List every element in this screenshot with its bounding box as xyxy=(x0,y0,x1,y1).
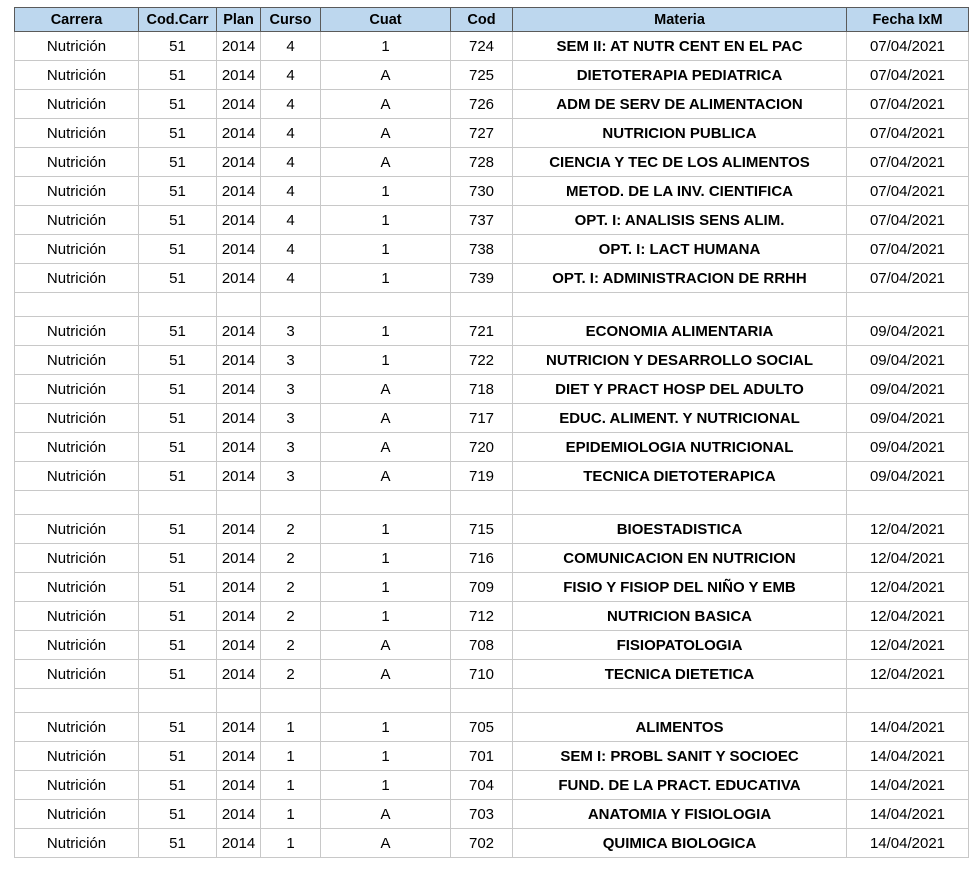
empty-cell xyxy=(139,689,217,713)
cell-curso: 2 xyxy=(261,573,321,602)
cell-fecha: 07/04/2021 xyxy=(847,90,969,119)
table-row xyxy=(15,404,969,433)
cell-cod: 728 xyxy=(451,148,513,177)
cell-cod-carr: 51 xyxy=(139,346,217,375)
header-cuat: Cuat xyxy=(321,8,451,32)
cell-plan: 2014 xyxy=(217,573,261,602)
cell-fecha: 07/04/2021 xyxy=(847,206,969,235)
cell-plan: 2014 xyxy=(217,660,261,689)
cell-cuat: A xyxy=(321,148,451,177)
cell-cuat: A xyxy=(321,119,451,148)
empty-cell xyxy=(15,293,139,317)
cell-materia: METOD. DE LA INV. CIENTIFICA xyxy=(513,177,847,206)
cell-materia: FUND. DE LA PRACT. EDUCATIVA xyxy=(513,771,847,800)
exam-schedule-table xyxy=(14,7,969,858)
empty-cell xyxy=(217,491,261,515)
cell-cuat: A xyxy=(321,660,451,689)
cell-materia: CIENCIA Y TEC DE LOS ALIMENTOS xyxy=(513,148,847,177)
cell-cod: 726 xyxy=(451,90,513,119)
header-curso: Curso xyxy=(261,8,321,32)
cell-cuat: 1 xyxy=(321,206,451,235)
cell-materia: FISIOPATOLOGIA xyxy=(513,631,847,660)
cell-fecha: 14/04/2021 xyxy=(847,771,969,800)
table-row xyxy=(15,264,969,293)
cell-plan: 2014 xyxy=(217,375,261,404)
cell-fecha: 07/04/2021 xyxy=(847,235,969,264)
cell-materia: EDUC. ALIMENT. Y NUTRICIONAL xyxy=(513,404,847,433)
cell-cod: 737 xyxy=(451,206,513,235)
cell-curso: 3 xyxy=(261,462,321,491)
cell-curso: 3 xyxy=(261,375,321,404)
cell-cuat: 1 xyxy=(321,264,451,293)
cell-cuat: A xyxy=(321,800,451,829)
header-row xyxy=(15,8,969,32)
cell-curso: 3 xyxy=(261,346,321,375)
cell-curso: 4 xyxy=(261,177,321,206)
cell-plan: 2014 xyxy=(217,404,261,433)
cell-plan: 2014 xyxy=(217,515,261,544)
cell-cod-carr: 51 xyxy=(139,317,217,346)
cell-carrera: Nutrición xyxy=(15,61,139,90)
table-row xyxy=(15,742,969,771)
cell-cuat: A xyxy=(321,631,451,660)
cell-fecha: 07/04/2021 xyxy=(847,119,969,148)
cell-plan: 2014 xyxy=(217,90,261,119)
empty-cell xyxy=(513,689,847,713)
cell-curso: 3 xyxy=(261,433,321,462)
cell-cod: 721 xyxy=(451,317,513,346)
cell-curso: 2 xyxy=(261,660,321,689)
cell-cuat: 1 xyxy=(321,742,451,771)
empty-cell xyxy=(847,293,969,317)
cell-cod-carr: 51 xyxy=(139,404,217,433)
cell-cuat: 1 xyxy=(321,177,451,206)
cell-materia: QUIMICA BIOLOGICA xyxy=(513,829,847,858)
empty-cell xyxy=(261,689,321,713)
cell-plan: 2014 xyxy=(217,235,261,264)
cell-fecha: 09/04/2021 xyxy=(847,404,969,433)
cell-fecha: 12/04/2021 xyxy=(847,602,969,631)
cell-fecha: 07/04/2021 xyxy=(847,177,969,206)
cell-materia: EPIDEMIOLOGIA NUTRICIONAL xyxy=(513,433,847,462)
cell-cod: 719 xyxy=(451,462,513,491)
table-row xyxy=(15,433,969,462)
header-plan: Plan xyxy=(217,8,261,32)
cell-cod: 718 xyxy=(451,375,513,404)
cell-cuat: A xyxy=(321,433,451,462)
cell-curso: 2 xyxy=(261,631,321,660)
cell-cod-carr: 51 xyxy=(139,119,217,148)
header-cod: Cod xyxy=(451,8,513,32)
cell-plan: 2014 xyxy=(217,433,261,462)
cell-cod-carr: 51 xyxy=(139,660,217,689)
empty-cell xyxy=(15,491,139,515)
cell-plan: 2014 xyxy=(217,602,261,631)
cell-curso: 1 xyxy=(261,742,321,771)
cell-cuat: 1 xyxy=(321,346,451,375)
cell-fecha: 12/04/2021 xyxy=(847,660,969,689)
cell-cod-carr: 51 xyxy=(139,375,217,404)
cell-carrera: Nutrición xyxy=(15,148,139,177)
cell-carrera: Nutrición xyxy=(15,660,139,689)
cell-cuat: A xyxy=(321,829,451,858)
cell-fecha: 14/04/2021 xyxy=(847,713,969,742)
header-carrera: Carrera xyxy=(15,8,139,32)
cell-cod-carr: 51 xyxy=(139,602,217,631)
cell-plan: 2014 xyxy=(217,32,261,61)
cell-cod: 724 xyxy=(451,32,513,61)
cell-cod: 702 xyxy=(451,829,513,858)
cell-fecha: 09/04/2021 xyxy=(847,317,969,346)
empty-cell xyxy=(261,293,321,317)
cell-curso: 3 xyxy=(261,404,321,433)
table-row xyxy=(15,375,969,404)
cell-cuat: 1 xyxy=(321,235,451,264)
table-row xyxy=(15,206,969,235)
table-row xyxy=(15,61,969,90)
cell-cod-carr: 51 xyxy=(139,771,217,800)
cell-curso: 4 xyxy=(261,32,321,61)
cell-cod: 701 xyxy=(451,742,513,771)
table-row xyxy=(15,317,969,346)
cell-materia: DIET Y PRACT HOSP DEL ADULTO xyxy=(513,375,847,404)
cell-fecha: 14/04/2021 xyxy=(847,829,969,858)
cell-cuat: A xyxy=(321,404,451,433)
cell-fecha: 12/04/2021 xyxy=(847,544,969,573)
cell-fecha: 07/04/2021 xyxy=(847,32,969,61)
cell-fecha: 14/04/2021 xyxy=(847,800,969,829)
cell-plan: 2014 xyxy=(217,462,261,491)
cell-curso: 4 xyxy=(261,235,321,264)
cell-fecha: 09/04/2021 xyxy=(847,433,969,462)
spacer-row xyxy=(15,491,969,515)
empty-cell xyxy=(217,689,261,713)
cell-cuat: 1 xyxy=(321,771,451,800)
table-body xyxy=(15,32,969,858)
cell-cod-carr: 51 xyxy=(139,713,217,742)
cell-cod-carr: 51 xyxy=(139,631,217,660)
empty-cell xyxy=(321,689,451,713)
cell-carrera: Nutrición xyxy=(15,713,139,742)
table-row xyxy=(15,829,969,858)
cell-carrera: Nutrición xyxy=(15,800,139,829)
empty-cell xyxy=(261,491,321,515)
cell-carrera: Nutrición xyxy=(15,462,139,491)
cell-cod-carr: 51 xyxy=(139,264,217,293)
cell-cod-carr: 51 xyxy=(139,462,217,491)
empty-cell xyxy=(513,491,847,515)
empty-cell xyxy=(139,293,217,317)
cell-plan: 2014 xyxy=(217,800,261,829)
cell-cuat: A xyxy=(321,90,451,119)
table-row xyxy=(15,544,969,573)
cell-fecha: 09/04/2021 xyxy=(847,346,969,375)
cell-carrera: Nutrición xyxy=(15,317,139,346)
cell-cod: 738 xyxy=(451,235,513,264)
cell-cod-carr: 51 xyxy=(139,32,217,61)
cell-cod: 722 xyxy=(451,346,513,375)
cell-cod-carr: 51 xyxy=(139,206,217,235)
cell-cod: 727 xyxy=(451,119,513,148)
cell-carrera: Nutrición xyxy=(15,573,139,602)
table-row xyxy=(15,515,969,544)
empty-cell xyxy=(217,293,261,317)
cell-carrera: Nutrición xyxy=(15,433,139,462)
cell-cuat: 1 xyxy=(321,602,451,631)
cell-plan: 2014 xyxy=(217,631,261,660)
cell-fecha: 07/04/2021 xyxy=(847,148,969,177)
cell-cuat: 1 xyxy=(321,515,451,544)
cell-cod: 705 xyxy=(451,713,513,742)
cell-curso: 3 xyxy=(261,317,321,346)
cell-curso: 4 xyxy=(261,61,321,90)
cell-materia: SEM II: AT NUTR CENT EN EL PAC xyxy=(513,32,847,61)
cell-carrera: Nutrición xyxy=(15,346,139,375)
cell-cod-carr: 51 xyxy=(139,544,217,573)
cell-plan: 2014 xyxy=(217,61,261,90)
cell-carrera: Nutrición xyxy=(15,515,139,544)
cell-cod: 712 xyxy=(451,602,513,631)
empty-cell xyxy=(451,689,513,713)
cell-carrera: Nutrición xyxy=(15,829,139,858)
spacer-row xyxy=(15,293,969,317)
cell-cod: 709 xyxy=(451,573,513,602)
cell-fecha: 12/04/2021 xyxy=(847,573,969,602)
cell-carrera: Nutrición xyxy=(15,264,139,293)
cell-fecha: 09/04/2021 xyxy=(847,462,969,491)
cell-fecha: 12/04/2021 xyxy=(847,631,969,660)
cell-cod-carr: 51 xyxy=(139,235,217,264)
cell-carrera: Nutrición xyxy=(15,404,139,433)
cell-materia: COMUNICACION EN NUTRICION xyxy=(513,544,847,573)
cell-materia: NUTRICION BASICA xyxy=(513,602,847,631)
empty-cell xyxy=(451,491,513,515)
cell-cod-carr: 51 xyxy=(139,829,217,858)
empty-cell xyxy=(847,491,969,515)
cell-materia: TECNICA DIETETICA xyxy=(513,660,847,689)
cell-cod: 716 xyxy=(451,544,513,573)
table-row xyxy=(15,177,969,206)
empty-cell xyxy=(321,293,451,317)
cell-cod: 730 xyxy=(451,177,513,206)
cell-carrera: Nutrición xyxy=(15,119,139,148)
cell-materia: FISIO Y FISIOP DEL NIÑO Y EMB xyxy=(513,573,847,602)
cell-plan: 2014 xyxy=(217,177,261,206)
cell-materia: DIETOTERAPIA PEDIATRICA xyxy=(513,61,847,90)
empty-cell xyxy=(451,293,513,317)
table-row xyxy=(15,602,969,631)
cell-fecha: 14/04/2021 xyxy=(847,742,969,771)
table-row xyxy=(15,462,969,491)
cell-curso: 1 xyxy=(261,800,321,829)
cell-materia: TECNICA DIETOTERAPICA xyxy=(513,462,847,491)
table-row xyxy=(15,32,969,61)
cell-cod-carr: 51 xyxy=(139,148,217,177)
cell-plan: 2014 xyxy=(217,829,261,858)
cell-cod-carr: 51 xyxy=(139,61,217,90)
cell-cod-carr: 51 xyxy=(139,90,217,119)
cell-materia: OPT. I: ADMINISTRACION DE RRHH xyxy=(513,264,847,293)
cell-carrera: Nutrición xyxy=(15,631,139,660)
cell-cod-carr: 51 xyxy=(139,573,217,602)
cell-carrera: Nutrición xyxy=(15,235,139,264)
header-fecha: Fecha IxM xyxy=(847,8,969,32)
header-cod-carr: Cod.Carr xyxy=(139,8,217,32)
cell-cod: 715 xyxy=(451,515,513,544)
cell-plan: 2014 xyxy=(217,544,261,573)
table-row xyxy=(15,119,969,148)
cell-plan: 2014 xyxy=(217,346,261,375)
cell-curso: 4 xyxy=(261,148,321,177)
table-row xyxy=(15,713,969,742)
cell-cod-carr: 51 xyxy=(139,800,217,829)
cell-materia: ADM DE SERV DE ALIMENTACION xyxy=(513,90,847,119)
cell-plan: 2014 xyxy=(217,119,261,148)
cell-plan: 2014 xyxy=(217,713,261,742)
table-row xyxy=(15,573,969,602)
cell-cuat: A xyxy=(321,462,451,491)
cell-cuat: A xyxy=(321,61,451,90)
cell-fecha: 07/04/2021 xyxy=(847,61,969,90)
cell-plan: 2014 xyxy=(217,264,261,293)
cell-plan: 2014 xyxy=(217,206,261,235)
cell-carrera: Nutrición xyxy=(15,544,139,573)
cell-curso: 4 xyxy=(261,119,321,148)
empty-cell xyxy=(321,491,451,515)
cell-fecha: 07/04/2021 xyxy=(847,264,969,293)
cell-cod: 710 xyxy=(451,660,513,689)
cell-curso: 1 xyxy=(261,771,321,800)
cell-cod: 717 xyxy=(451,404,513,433)
cell-curso: 4 xyxy=(261,90,321,119)
cell-cuat: 1 xyxy=(321,573,451,602)
table-row xyxy=(15,800,969,829)
cell-cuat: 1 xyxy=(321,32,451,61)
table-row xyxy=(15,90,969,119)
cell-curso: 2 xyxy=(261,544,321,573)
cell-materia: ALIMENTOS xyxy=(513,713,847,742)
cell-cod: 704 xyxy=(451,771,513,800)
table-row xyxy=(15,660,969,689)
cell-cod: 703 xyxy=(451,800,513,829)
cell-materia: ECONOMIA ALIMENTARIA xyxy=(513,317,847,346)
cell-carrera: Nutrición xyxy=(15,602,139,631)
table-row xyxy=(15,148,969,177)
empty-cell xyxy=(139,491,217,515)
cell-curso: 4 xyxy=(261,264,321,293)
empty-cell xyxy=(847,689,969,713)
cell-cod-carr: 51 xyxy=(139,742,217,771)
cell-carrera: Nutrición xyxy=(15,206,139,235)
table-row xyxy=(15,346,969,375)
cell-cod: 725 xyxy=(451,61,513,90)
cell-cod: 708 xyxy=(451,631,513,660)
cell-cuat: 1 xyxy=(321,713,451,742)
table-row xyxy=(15,771,969,800)
cell-carrera: Nutrición xyxy=(15,32,139,61)
cell-curso: 1 xyxy=(261,829,321,858)
cell-curso: 1 xyxy=(261,713,321,742)
spacer-row xyxy=(15,689,969,713)
cell-cuat: 1 xyxy=(321,544,451,573)
cell-curso: 4 xyxy=(261,206,321,235)
table-row xyxy=(15,235,969,264)
cell-carrera: Nutrición xyxy=(15,90,139,119)
cell-carrera: Nutrición xyxy=(15,771,139,800)
cell-carrera: Nutrición xyxy=(15,742,139,771)
cell-materia: OPT. I: ANALISIS SENS ALIM. xyxy=(513,206,847,235)
cell-carrera: Nutrición xyxy=(15,375,139,404)
cell-curso: 2 xyxy=(261,515,321,544)
cell-cod-carr: 51 xyxy=(139,515,217,544)
cell-cod: 739 xyxy=(451,264,513,293)
cell-materia: BIOESTADISTICA xyxy=(513,515,847,544)
cell-cuat: 1 xyxy=(321,317,451,346)
cell-materia: SEM I: PROBL SANIT Y SOCIOEC xyxy=(513,742,847,771)
cell-materia: NUTRICION PUBLICA xyxy=(513,119,847,148)
empty-cell xyxy=(15,689,139,713)
empty-cell xyxy=(513,293,847,317)
cell-fecha: 12/04/2021 xyxy=(847,515,969,544)
cell-materia: OPT. I: LACT HUMANA xyxy=(513,235,847,264)
cell-plan: 2014 xyxy=(217,742,261,771)
cell-plan: 2014 xyxy=(217,148,261,177)
cell-carrera: Nutrición xyxy=(15,177,139,206)
cell-cod-carr: 51 xyxy=(139,177,217,206)
cell-fecha: 09/04/2021 xyxy=(847,375,969,404)
cell-materia: NUTRICION Y DESARROLLO SOCIAL xyxy=(513,346,847,375)
cell-curso: 2 xyxy=(261,602,321,631)
cell-cuat: A xyxy=(321,375,451,404)
table-row xyxy=(15,631,969,660)
cell-plan: 2014 xyxy=(217,317,261,346)
cell-plan: 2014 xyxy=(217,771,261,800)
cell-cod: 720 xyxy=(451,433,513,462)
cell-cod-carr: 51 xyxy=(139,433,217,462)
cell-materia: ANATOMIA Y FISIOLOGIA xyxy=(513,800,847,829)
header-materia: Materia xyxy=(513,8,847,32)
